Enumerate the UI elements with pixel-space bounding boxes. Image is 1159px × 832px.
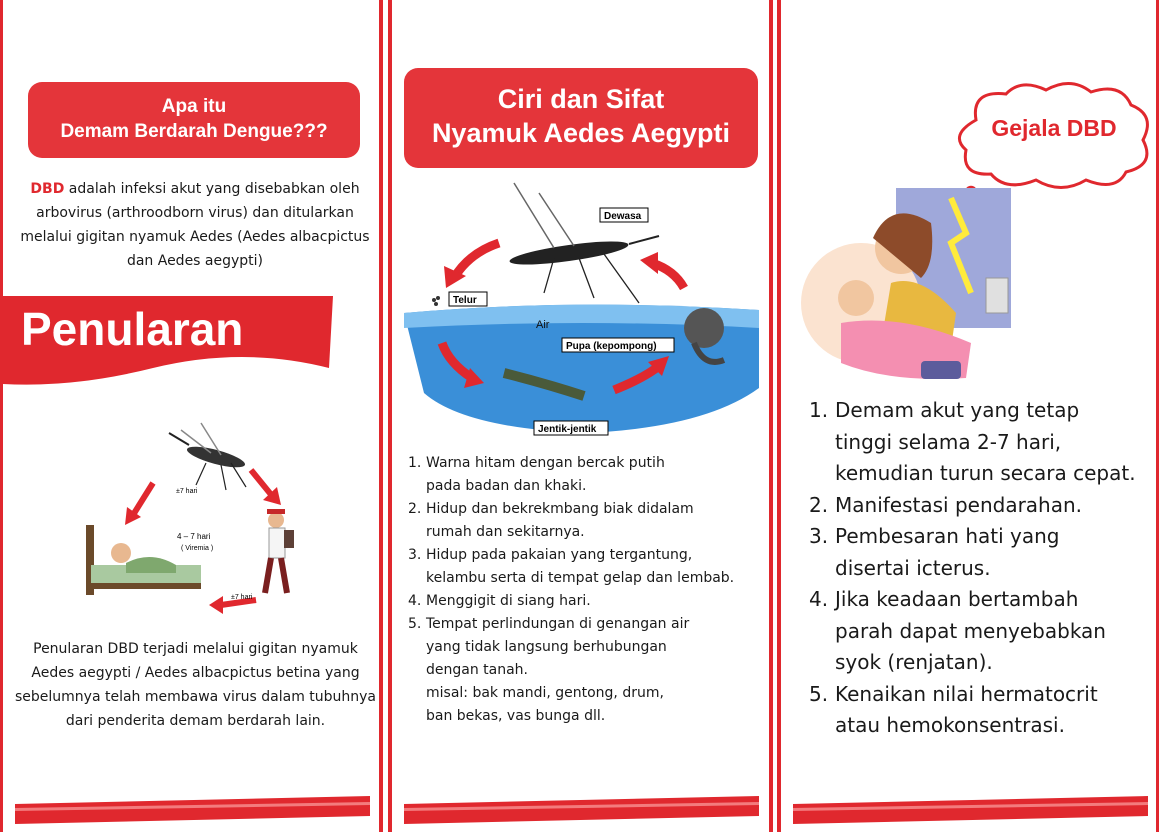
- label-water: Air: [536, 319, 550, 331]
- egg-cluster-icon: [432, 296, 440, 306]
- footer-stripe: [793, 796, 1148, 824]
- mosquito-lifecycle-diagram: [404, 178, 759, 440]
- label-top-days: ±7 hari: [176, 488, 198, 495]
- footer-stripe: [404, 796, 759, 824]
- dbd-abbrev: DBD: [30, 181, 65, 197]
- label-adult: Dewasa: [604, 211, 642, 222]
- mother-caring-sick-child-illustration: [801, 183, 1021, 393]
- panel-middle: [388, 0, 773, 832]
- footer-stripe: [15, 796, 370, 824]
- panel-right: [777, 0, 1159, 832]
- arrow-adult-to-egg-icon: [454, 243, 499, 278]
- characteristics-list: [408, 452, 768, 728]
- list-item: 1. Warna hitam dengan bercak putih pada badan dan khaki.: [408, 455, 665, 494]
- list-item: 5. Tempat perlindungan di genangan air yang tidak langsung berhubungan dengan tanah. misal: bak mandi, gentong, drum, ban bekas, vas bunga dll.: [408, 616, 690, 724]
- transmission-cycle-illustration: [81, 415, 311, 615]
- transmission-description: Penularan DBD terjadi melalui gigitan nyamuk Aedes aegypti / Aedes albacpictus betina yang sebelumnya telah membawa virus dalam tubuhnya dari penderita demam berdarah lain.: [14, 641, 377, 729]
- list-item: 5. Kenaikan nilai hermatocrit atau hemokonsentrasi.: [809, 681, 1098, 737]
- label-egg: Telur: [453, 295, 477, 306]
- label-larva: Jentik-jentik: [538, 424, 597, 435]
- list-item: 3. Hidup pada pakaian yang tergantung, kelambu serta di tempat gelap dan lembab.: [408, 547, 735, 586]
- label-viremia: ( Viremia ): [181, 545, 214, 552]
- dbd-description: [15, 177, 375, 273]
- title-what-is-dbd: [28, 82, 360, 158]
- mosquito-icon: [169, 423, 247, 490]
- banner-title: Penularan: [21, 303, 244, 355]
- adult-mosquito-icon: [508, 183, 659, 303]
- arrow-left-icon: [133, 483, 153, 515]
- list-item: 4. Jika keadaan bertambah parah dapat menyebabkan syok (renjatan).: [809, 587, 1106, 674]
- list-item: 2. Hidup dan bekrekmbang biak didalam rumah dan sekitarnya.: [408, 501, 694, 540]
- dbd-description-text: adalah infeksi akut yang disebabkan oleh arbovirus (arthroodborn virus) dan ditularkan melalui gigitan nyamuk Aedes (Aedes albacpictus dan Aedes aegypti): [20, 181, 370, 269]
- child-walking-icon: [265, 509, 294, 593]
- label-middle-days: 4 – 7 hari: [177, 532, 211, 541]
- symptoms-title: Gejala DBD: [991, 115, 1117, 141]
- list-item: 2. Manifestasi pendarahan.: [809, 492, 1083, 517]
- title-characteristics: [404, 68, 758, 168]
- arrow-right-icon: [251, 470, 273, 497]
- list-item: 3. Pembesaran hati yang disertai icterus.: [809, 524, 1060, 580]
- list-item: 4. Menggigit di siang hari.: [408, 593, 591, 609]
- title-line-1: Ciri dan Sifat: [497, 84, 665, 114]
- title-line-2: Demam Berdarah Dengue???: [60, 121, 328, 142]
- list-item: 1. Demam akut yang tetap tinggi selama 2-7 hari, kemudian turun secara cepat.: [809, 398, 1136, 485]
- title-line-1: Apa itu: [161, 96, 227, 117]
- label-bottom-days: ±7 hari: [231, 594, 253, 601]
- title-line-2: Nyamuk Aedes Aegypti: [431, 118, 731, 148]
- panel-left: [0, 0, 383, 832]
- label-pupa: Pupa (kepompong): [566, 341, 657, 352]
- symptoms-list: [809, 395, 1159, 742]
